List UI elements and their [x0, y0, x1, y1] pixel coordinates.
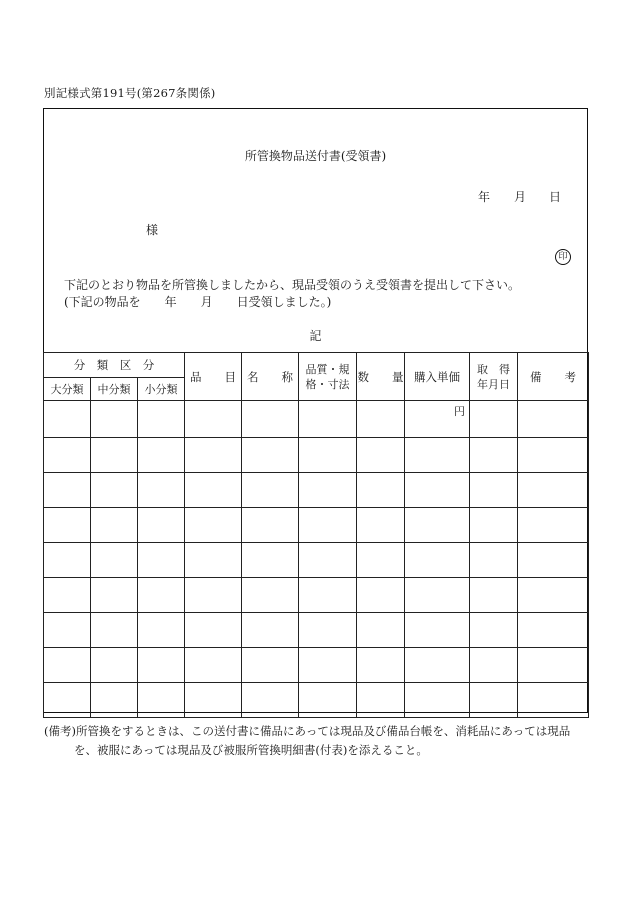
unit-price-currency-cell[interactable]: 円 — [405, 401, 470, 438]
table-cell[interactable] — [299, 648, 357, 683]
table-row — [44, 438, 589, 473]
date-year-label: 年 — [478, 190, 491, 204]
table-cell[interactable] — [91, 401, 138, 438]
table-row — [44, 508, 589, 543]
table-cell[interactable] — [138, 578, 185, 613]
table-cell[interactable] — [138, 473, 185, 508]
table-cell[interactable] — [518, 648, 589, 683]
table-cell[interactable] — [518, 683, 589, 718]
table-cell[interactable] — [44, 578, 91, 613]
table-cell[interactable] — [91, 543, 138, 578]
table-cell[interactable] — [44, 543, 91, 578]
table-cell[interactable] — [91, 613, 138, 648]
table-cell[interactable] — [185, 508, 242, 543]
table-cell[interactable] — [405, 578, 470, 613]
date-day-label: 日 — [549, 190, 562, 204]
table-cell[interactable] — [518, 401, 589, 438]
table-cell[interactable] — [138, 438, 185, 473]
date-month-label: 月 — [514, 190, 527, 204]
table-cell[interactable] — [518, 473, 589, 508]
instruction-line-1: 下記のとおり物品を所管換しましたから、現品受領のうえ受領書を提出して下さい。 — [64, 278, 521, 292]
table-cell[interactable] — [470, 508, 518, 543]
form-frame — [43, 108, 588, 713]
table-cell[interactable] — [299, 438, 357, 473]
acquired-header-line-2: 年月日 — [477, 377, 511, 391]
table-row — [44, 543, 589, 578]
table-cell[interactable] — [242, 683, 299, 718]
seal-mark: 印 — [555, 249, 571, 265]
instruction-line-2: (下記の物品を 年 月 日受領しました。) — [64, 295, 332, 309]
table-cell[interactable] — [518, 543, 589, 578]
table-cell[interactable] — [242, 543, 299, 578]
table-cell[interactable] — [185, 578, 242, 613]
remarks-note-line-2: を、被服にあっては現品及び被服所管換明細書(付表)を添えること。 — [74, 743, 428, 757]
table-cell[interactable] — [185, 543, 242, 578]
table-cell[interactable] — [138, 401, 185, 438]
table-cell[interactable] — [91, 473, 138, 508]
table-cell[interactable] — [185, 401, 242, 438]
table-cell[interactable] — [357, 401, 405, 438]
table-cell[interactable] — [242, 401, 299, 438]
table-cell[interactable] — [470, 543, 518, 578]
table-cell[interactable] — [138, 508, 185, 543]
table-cell[interactable] — [138, 613, 185, 648]
table-cell[interactable] — [242, 578, 299, 613]
table-cell[interactable] — [185, 648, 242, 683]
addressee-suffix: 様 — [146, 223, 159, 237]
unit-price-header: 購入単価 — [405, 353, 470, 401]
table-cell[interactable] — [91, 508, 138, 543]
table-cell[interactable] — [405, 438, 470, 473]
table-cell[interactable] — [44, 508, 91, 543]
table-cell[interactable] — [299, 473, 357, 508]
table-cell[interactable] — [357, 683, 405, 718]
table-cell[interactable] — [405, 543, 470, 578]
table-cell[interactable] — [242, 648, 299, 683]
table-cell[interactable] — [44, 473, 91, 508]
table-cell[interactable] — [470, 683, 518, 718]
table-cell[interactable] — [405, 508, 470, 543]
quality-header-line-2: 格・寸法 — [305, 377, 350, 391]
table-cell[interactable] — [470, 578, 518, 613]
minor-category-header: 小分類 — [138, 378, 185, 401]
table-row — [44, 648, 589, 683]
quality-header-line-1: 品質・規 — [305, 362, 350, 376]
quantity-header: 数 量 — [357, 353, 405, 401]
table-cell[interactable] — [357, 578, 405, 613]
form-reference: 別記様式第191号(第267条関係) — [44, 86, 216, 100]
table-cell[interactable] — [470, 438, 518, 473]
table-cell[interactable] — [518, 438, 589, 473]
table-cell[interactable] — [91, 683, 138, 718]
table-cell[interactable] — [91, 438, 138, 473]
table-cell[interactable] — [299, 508, 357, 543]
table-cell[interactable] — [185, 613, 242, 648]
table-cell[interactable] — [357, 473, 405, 508]
table-cell[interactable] — [299, 613, 357, 648]
table-cell[interactable] — [91, 648, 138, 683]
instruction-text — [64, 277, 520, 311]
table-cell[interactable] — [242, 438, 299, 473]
table-cell[interactable] — [299, 401, 357, 438]
table-cell[interactable] — [470, 648, 518, 683]
table-row — [44, 683, 589, 718]
remarks-note-line-1: (備考)所管換をするときは、この送付書に備品にあっては現品及び備品台帳を、消耗品にあっては現品 — [44, 724, 571, 738]
remarks-note — [44, 722, 594, 760]
middle-category-header: 中分類 — [91, 378, 138, 401]
table-cell[interactable] — [470, 613, 518, 648]
table-cell[interactable] — [242, 473, 299, 508]
table-cell[interactable] — [44, 438, 91, 473]
classification-header: 分 類 区 分 — [44, 353, 185, 378]
name-header: 名 称 — [242, 353, 299, 401]
table-cell[interactable] — [185, 438, 242, 473]
table-cell[interactable] — [518, 578, 589, 613]
table-row — [44, 473, 589, 508]
table-cell[interactable] — [357, 508, 405, 543]
table-row — [44, 578, 589, 613]
table-cell[interactable] — [185, 473, 242, 508]
table-row — [44, 401, 589, 438]
acquired-header-line-1: 取 得 — [477, 362, 511, 376]
table-cell[interactable] — [470, 401, 518, 438]
table-cell[interactable] — [470, 473, 518, 508]
table-cell[interactable] — [185, 683, 242, 718]
table-cell[interactable] — [405, 683, 470, 718]
items-table — [43, 352, 589, 718]
table-cell[interactable] — [91, 578, 138, 613]
table-row — [44, 613, 589, 648]
table-cell[interactable] — [242, 508, 299, 543]
table-cell[interactable] — [299, 543, 357, 578]
remarks-header: 備 考 — [518, 353, 589, 401]
table-cell[interactable] — [357, 438, 405, 473]
table-cell[interactable] — [138, 543, 185, 578]
record-mark: 記 — [309, 329, 322, 343]
major-category-header: 大分類 — [44, 378, 91, 401]
table-cell[interactable] — [44, 613, 91, 648]
document-title: 所管換物品送付書(受領書) — [244, 149, 387, 163]
table-cell[interactable] — [299, 578, 357, 613]
table-cell[interactable] — [405, 613, 470, 648]
table-cell[interactable] — [44, 648, 91, 683]
table-cell[interactable] — [138, 648, 185, 683]
item-header: 品 目 — [185, 353, 242, 401]
table-cell[interactable] — [357, 613, 405, 648]
table-cell[interactable] — [138, 683, 185, 718]
table-cell[interactable] — [518, 613, 589, 648]
quality-header — [299, 353, 357, 401]
table-cell[interactable] — [518, 508, 589, 543]
table-cell[interactable] — [405, 648, 470, 683]
table-cell[interactable] — [299, 683, 357, 718]
table-cell[interactable] — [357, 543, 405, 578]
table-cell[interactable] — [357, 648, 405, 683]
table-cell[interactable] — [405, 473, 470, 508]
table-cell[interactable] — [242, 613, 299, 648]
table-cell[interactable] — [44, 683, 91, 718]
acquired-date-header — [470, 353, 518, 401]
table-cell[interactable] — [44, 401, 91, 438]
